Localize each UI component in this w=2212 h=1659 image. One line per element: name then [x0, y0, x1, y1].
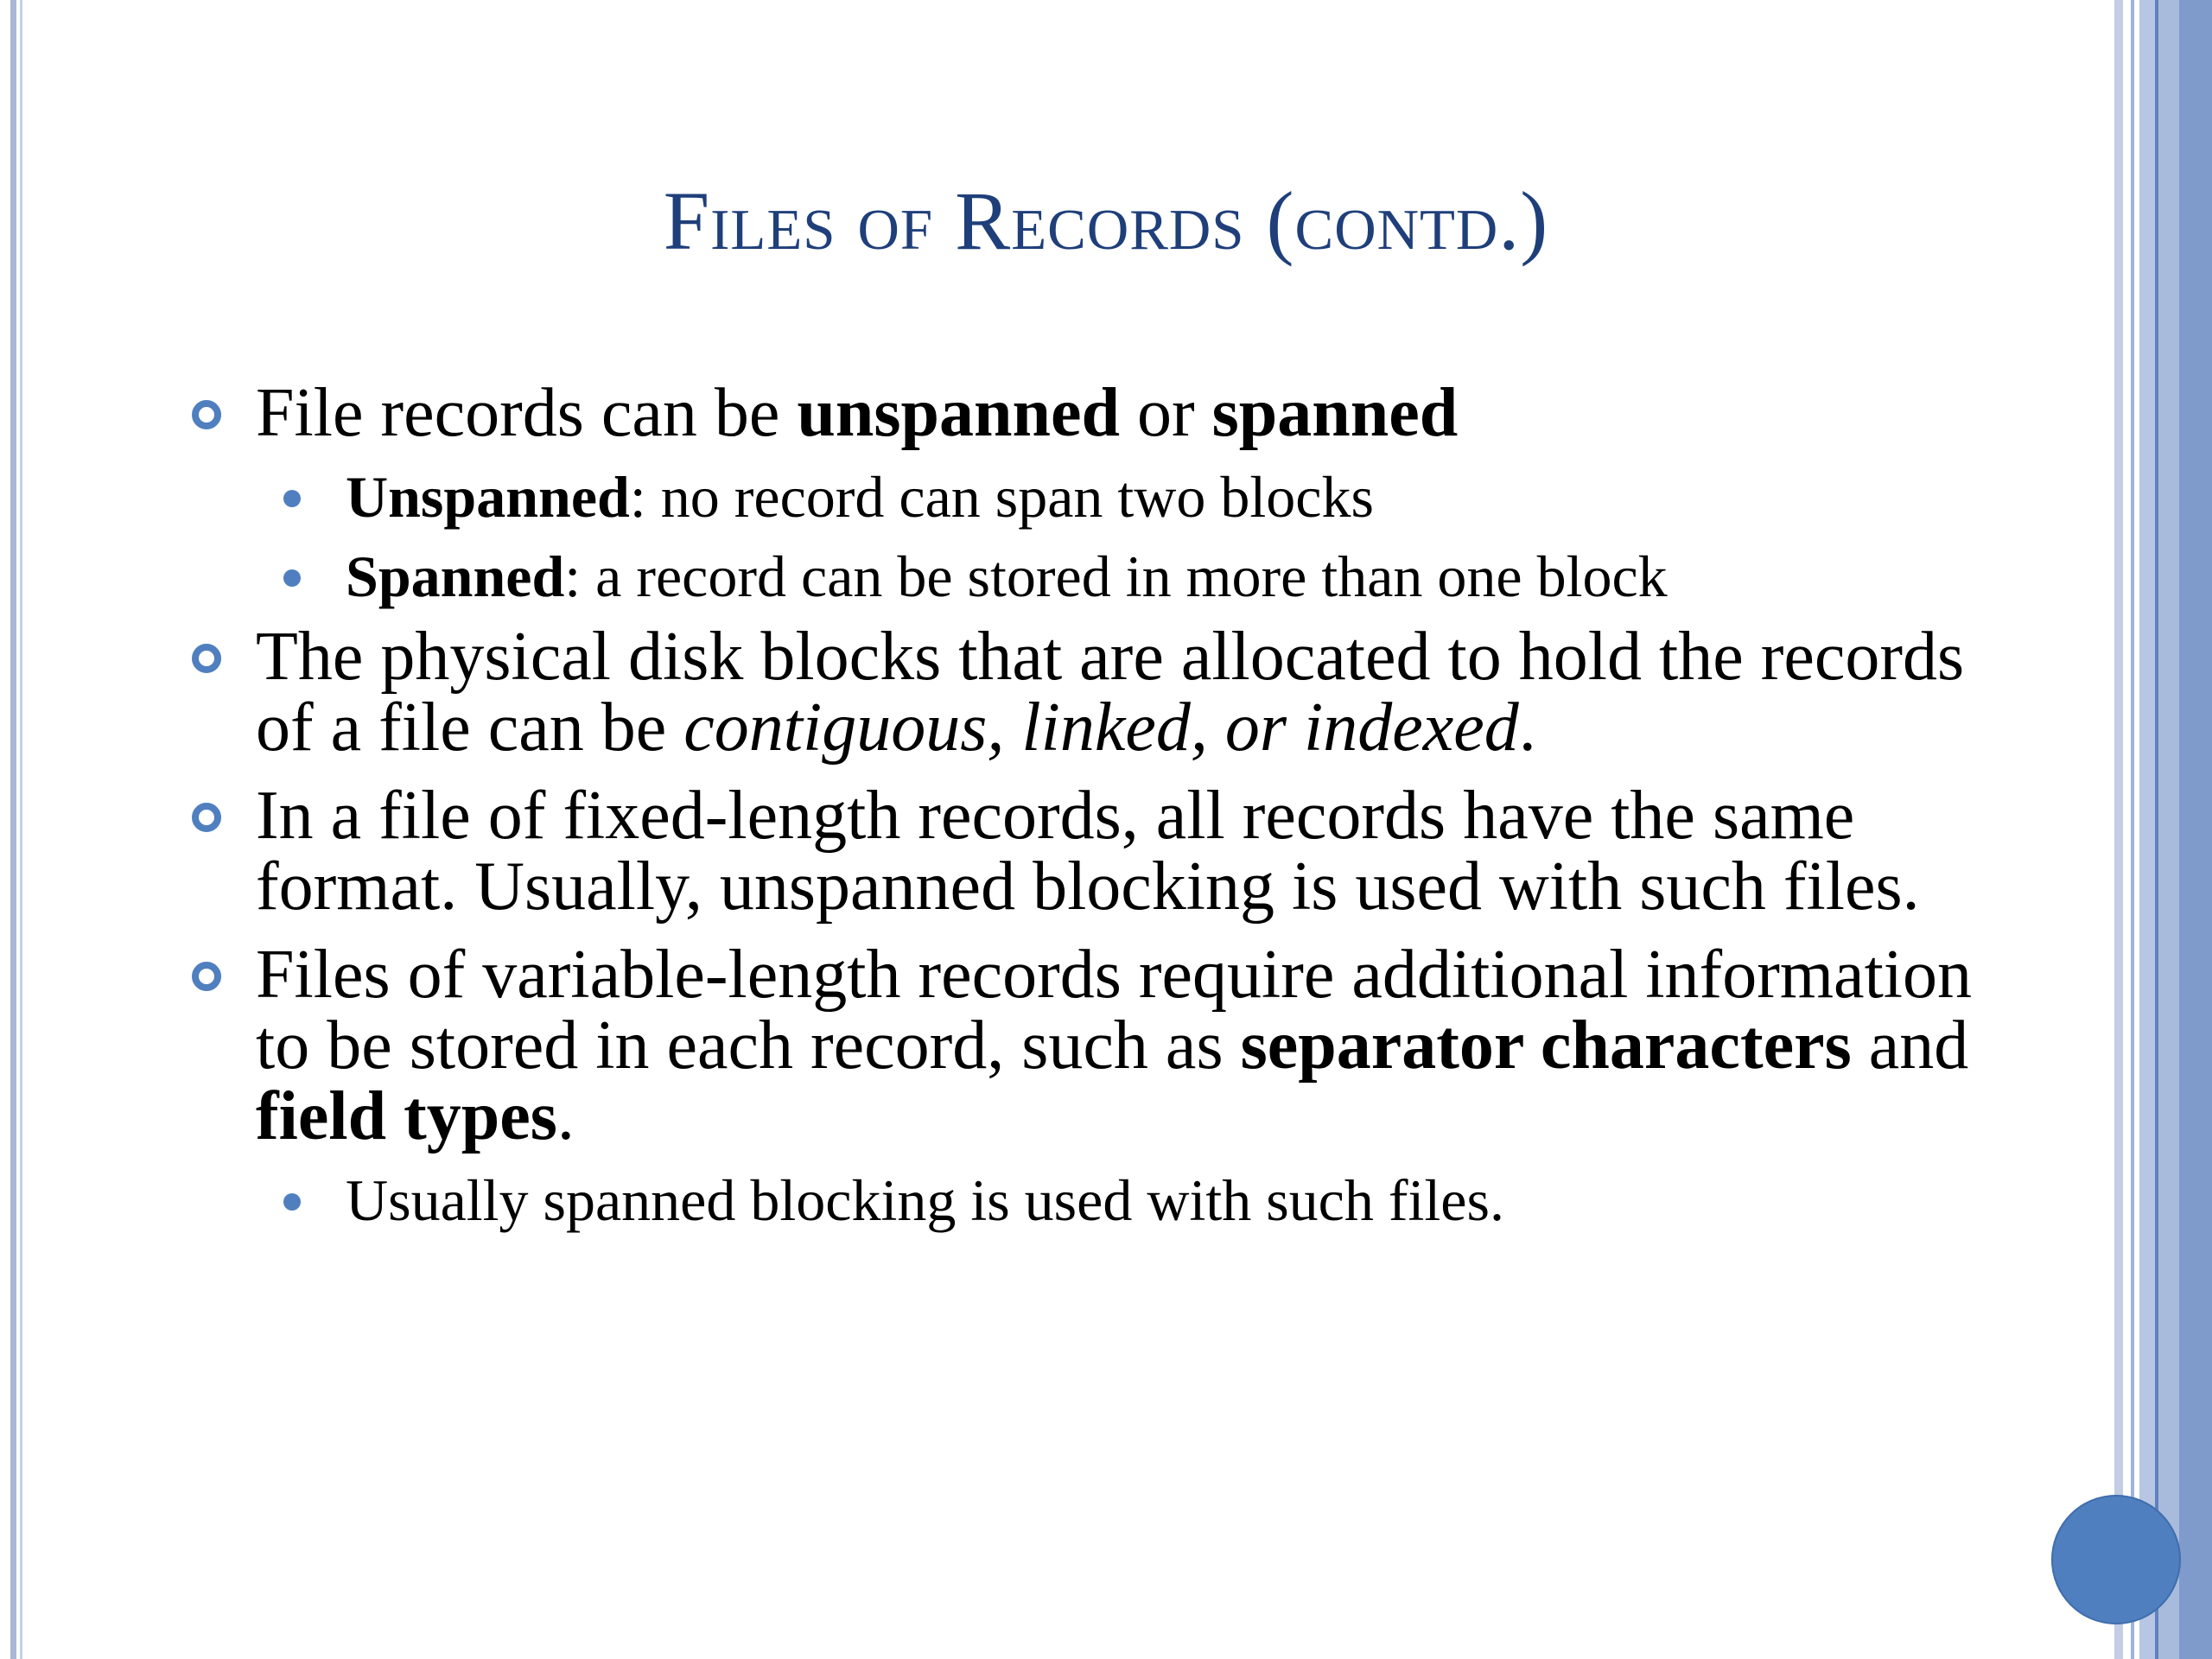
dot-bullet-icon [283, 490, 301, 507]
sub-bullet-term: Spanned [346, 543, 565, 609]
bullet-text: . [556, 1078, 575, 1154]
slide-title: Files of Records (contd.) [663, 175, 1549, 267]
bullet-italic-allocation-types: contiguous, linked, or indexed [683, 690, 1519, 766]
sub-bullet-text: Usually spanned blocking is used with such files. [346, 1167, 1504, 1233]
ring-bullet-icon [192, 803, 221, 832]
bullet-text: and [1851, 1007, 1969, 1084]
bullet-text: File records can be [256, 375, 798, 451]
slide-body [256, 375, 1993, 1240]
bullet-physical-disk-blocks [256, 619, 1993, 766]
bullet-term-separator-characters: separator characters [1240, 1007, 1852, 1084]
sub-bullet-text: : no record can span two blocks [629, 464, 1374, 530]
sub-bullet-term: Unspanned [346, 464, 630, 530]
dot-bullet-icon [283, 1193, 301, 1211]
dot-bullet-icon [283, 569, 301, 587]
sub-bullet-text: : a record can be stored in more than one block [564, 543, 1668, 609]
bullet-text: or [1120, 375, 1212, 451]
sub-bullet-unspanned [256, 457, 1993, 537]
bullet-unspanned-or-spanned [256, 375, 1993, 451]
bullet-fixed-length-records [256, 778, 1993, 925]
bullet-term-unspanned: unspanned [797, 375, 1120, 451]
bullet-term-field-types: field types [256, 1078, 557, 1154]
bullet-text: . [1518, 690, 1536, 766]
bullet-term-spanned: spanned [1211, 375, 1459, 451]
bullet-text: Files of variable-length records require additional information to be stored in each record, such as [256, 937, 1973, 1084]
ring-bullet-icon [192, 644, 221, 673]
bullet-variable-length-records [256, 939, 1993, 1152]
corner-circle-decoration [2051, 1495, 2181, 1624]
bullet-text: In a file of fixed-length records, all records have the same format. Usually, unspanned blocking is used with such files. [256, 778, 1920, 925]
sub-bullet-spanned-blocking [256, 1160, 1993, 1240]
ring-bullet-icon [192, 400, 221, 429]
bullet-text: The physical disk blocks that are allocated to hold the records of a file can be [256, 619, 1965, 766]
ring-bullet-icon [192, 962, 221, 991]
sub-bullet-spanned [256, 537, 1993, 616]
